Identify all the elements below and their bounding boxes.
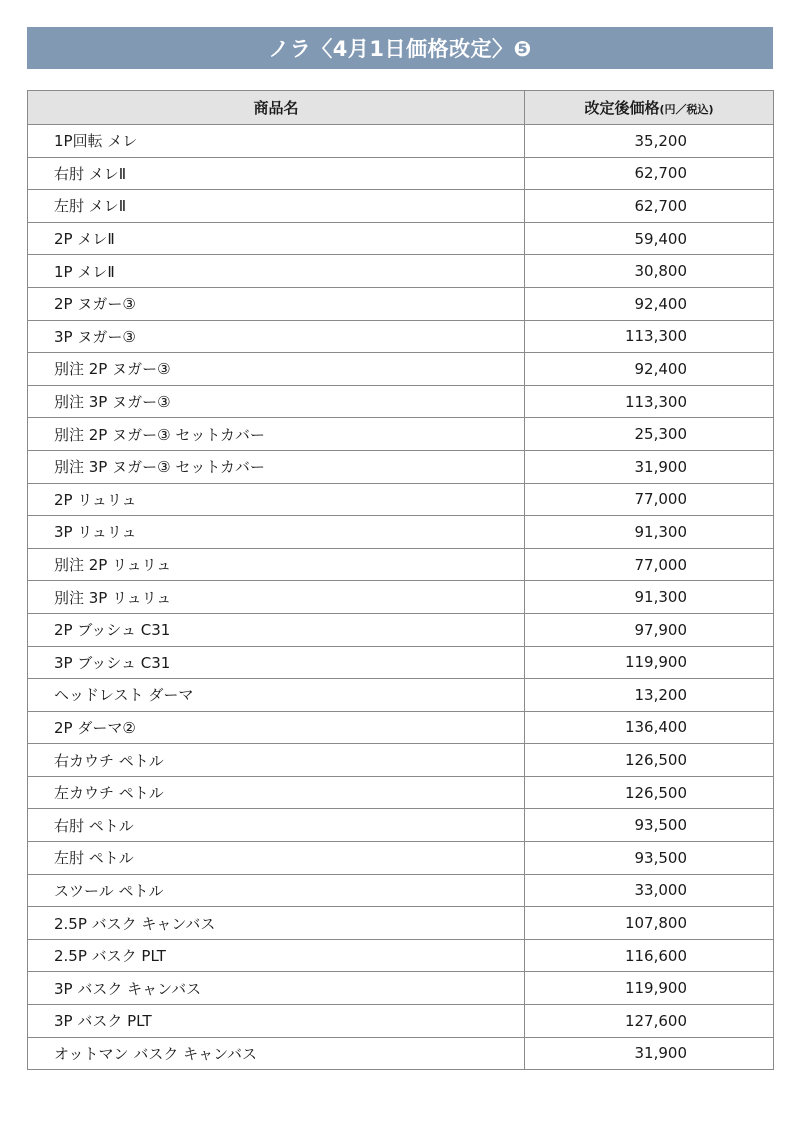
product-name-cell: 右肘 ペトル <box>28 809 525 842</box>
table-body <box>28 125 774 1070</box>
price-cell: 35,200 <box>525 125 774 158</box>
table-row <box>28 516 774 549</box>
price-cell: 93,500 <box>525 842 774 875</box>
table-row <box>28 1037 774 1070</box>
price-cell: 77,000 <box>525 548 774 581</box>
column-header-price <box>525 91 774 125</box>
price-cell: 126,500 <box>525 744 774 777</box>
product-name-cell: 2P ダーマ② <box>28 711 525 744</box>
product-name-cell: 別注 2P リュリュ <box>28 548 525 581</box>
table-header-row <box>28 91 774 125</box>
table-row <box>28 679 774 712</box>
table-row <box>28 548 774 581</box>
price-cell: 97,900 <box>525 613 774 646</box>
price-cell: 116,600 <box>525 939 774 972</box>
product-name-cell: 左カウチ ペトル <box>28 776 525 809</box>
price-cell: 62,700 <box>525 190 774 223</box>
price-cell: 91,300 <box>525 581 774 614</box>
table-row <box>28 939 774 972</box>
table-row <box>28 646 774 679</box>
table-row <box>28 613 774 646</box>
page-title-text: ノラ〈4月1日価格改定〉❺ <box>268 37 532 61</box>
product-name-cell: 右カウチ ペトル <box>28 744 525 777</box>
column-header-price-label: 改定後価格 <box>584 99 660 117</box>
table-row <box>28 125 774 158</box>
table-row <box>28 483 774 516</box>
price-cell: 33,000 <box>525 874 774 907</box>
price-cell: 92,400 <box>525 353 774 386</box>
product-name-cell: 別注 3P リュリュ <box>28 581 525 614</box>
product-name-cell: 2P リュリュ <box>28 483 525 516</box>
product-name-cell: 別注 3P ヌガー③ セットカバー <box>28 450 525 483</box>
product-name-cell: 2.5P バスク PLT <box>28 939 525 972</box>
price-cell: 107,800 <box>525 907 774 940</box>
price-cell: 30,800 <box>525 255 774 288</box>
price-cell: 113,300 <box>525 320 774 353</box>
table-row <box>28 711 774 744</box>
table-row <box>28 972 774 1005</box>
price-cell: 77,000 <box>525 483 774 516</box>
price-cell: 92,400 <box>525 287 774 320</box>
price-cell: 119,900 <box>525 972 774 1005</box>
table-row <box>28 320 774 353</box>
product-name-cell: ヘッドレスト ダーマ <box>28 679 525 712</box>
price-cell: 126,500 <box>525 776 774 809</box>
table-row <box>28 353 774 386</box>
table-row <box>28 874 774 907</box>
price-cell: 93,500 <box>525 809 774 842</box>
product-name-cell: 1P メレⅡ <box>28 255 525 288</box>
table-row <box>28 776 774 809</box>
table-row <box>28 190 774 223</box>
product-name-cell: 1P回転 メレ <box>28 125 525 158</box>
product-name-cell: スツール ペトル <box>28 874 525 907</box>
product-name-cell: 3P リュリュ <box>28 516 525 549</box>
product-name-cell: 別注 3P ヌガー③ <box>28 385 525 418</box>
price-cell: 119,900 <box>525 646 774 679</box>
column-header-name: 商品名 <box>28 91 525 125</box>
price-table <box>27 90 774 1070</box>
product-name-cell: 2P メレⅡ <box>28 222 525 255</box>
product-name-cell: 2P ヌガー③ <box>28 287 525 320</box>
product-name-cell: 2.5P バスク キャンバス <box>28 907 525 940</box>
table-row <box>28 418 774 451</box>
page-title <box>27 27 773 69</box>
price-cell: 113,300 <box>525 385 774 418</box>
price-cell: 59,400 <box>525 222 774 255</box>
table-row <box>28 744 774 777</box>
product-name-cell: 左肘 ペトル <box>28 842 525 875</box>
product-name-cell: 2P ブッシュ C31 <box>28 613 525 646</box>
table-row <box>28 255 774 288</box>
product-name-cell: 左肘 メレⅡ <box>28 190 525 223</box>
product-name-cell: オットマン バスク キャンバス <box>28 1037 525 1070</box>
product-name-cell: 別注 2P ヌガー③ <box>28 353 525 386</box>
table-row <box>28 809 774 842</box>
price-cell: 31,900 <box>525 450 774 483</box>
price-cell: 62,700 <box>525 157 774 190</box>
table-row <box>28 385 774 418</box>
product-name-cell: 3P ヌガー③ <box>28 320 525 353</box>
price-cell: 13,200 <box>525 679 774 712</box>
table-row <box>28 287 774 320</box>
price-cell: 136,400 <box>525 711 774 744</box>
column-header-price-unit: (円／税込) <box>659 103 714 116</box>
table-row <box>28 907 774 940</box>
table-row <box>28 450 774 483</box>
table-row <box>28 842 774 875</box>
price-cell: 25,300 <box>525 418 774 451</box>
table-row <box>28 581 774 614</box>
table-row <box>28 157 774 190</box>
product-name-cell: 3P バスク PLT <box>28 1005 525 1038</box>
table-row <box>28 1005 774 1038</box>
product-name-cell: 3P バスク キャンバス <box>28 972 525 1005</box>
price-cell: 127,600 <box>525 1005 774 1038</box>
product-name-cell: 右肘 メレⅡ <box>28 157 525 190</box>
table-row <box>28 222 774 255</box>
price-cell: 31,900 <box>525 1037 774 1070</box>
price-cell: 91,300 <box>525 516 774 549</box>
product-name-cell: 3P ブッシュ C31 <box>28 646 525 679</box>
product-name-cell: 別注 2P ヌガー③ セットカバー <box>28 418 525 451</box>
